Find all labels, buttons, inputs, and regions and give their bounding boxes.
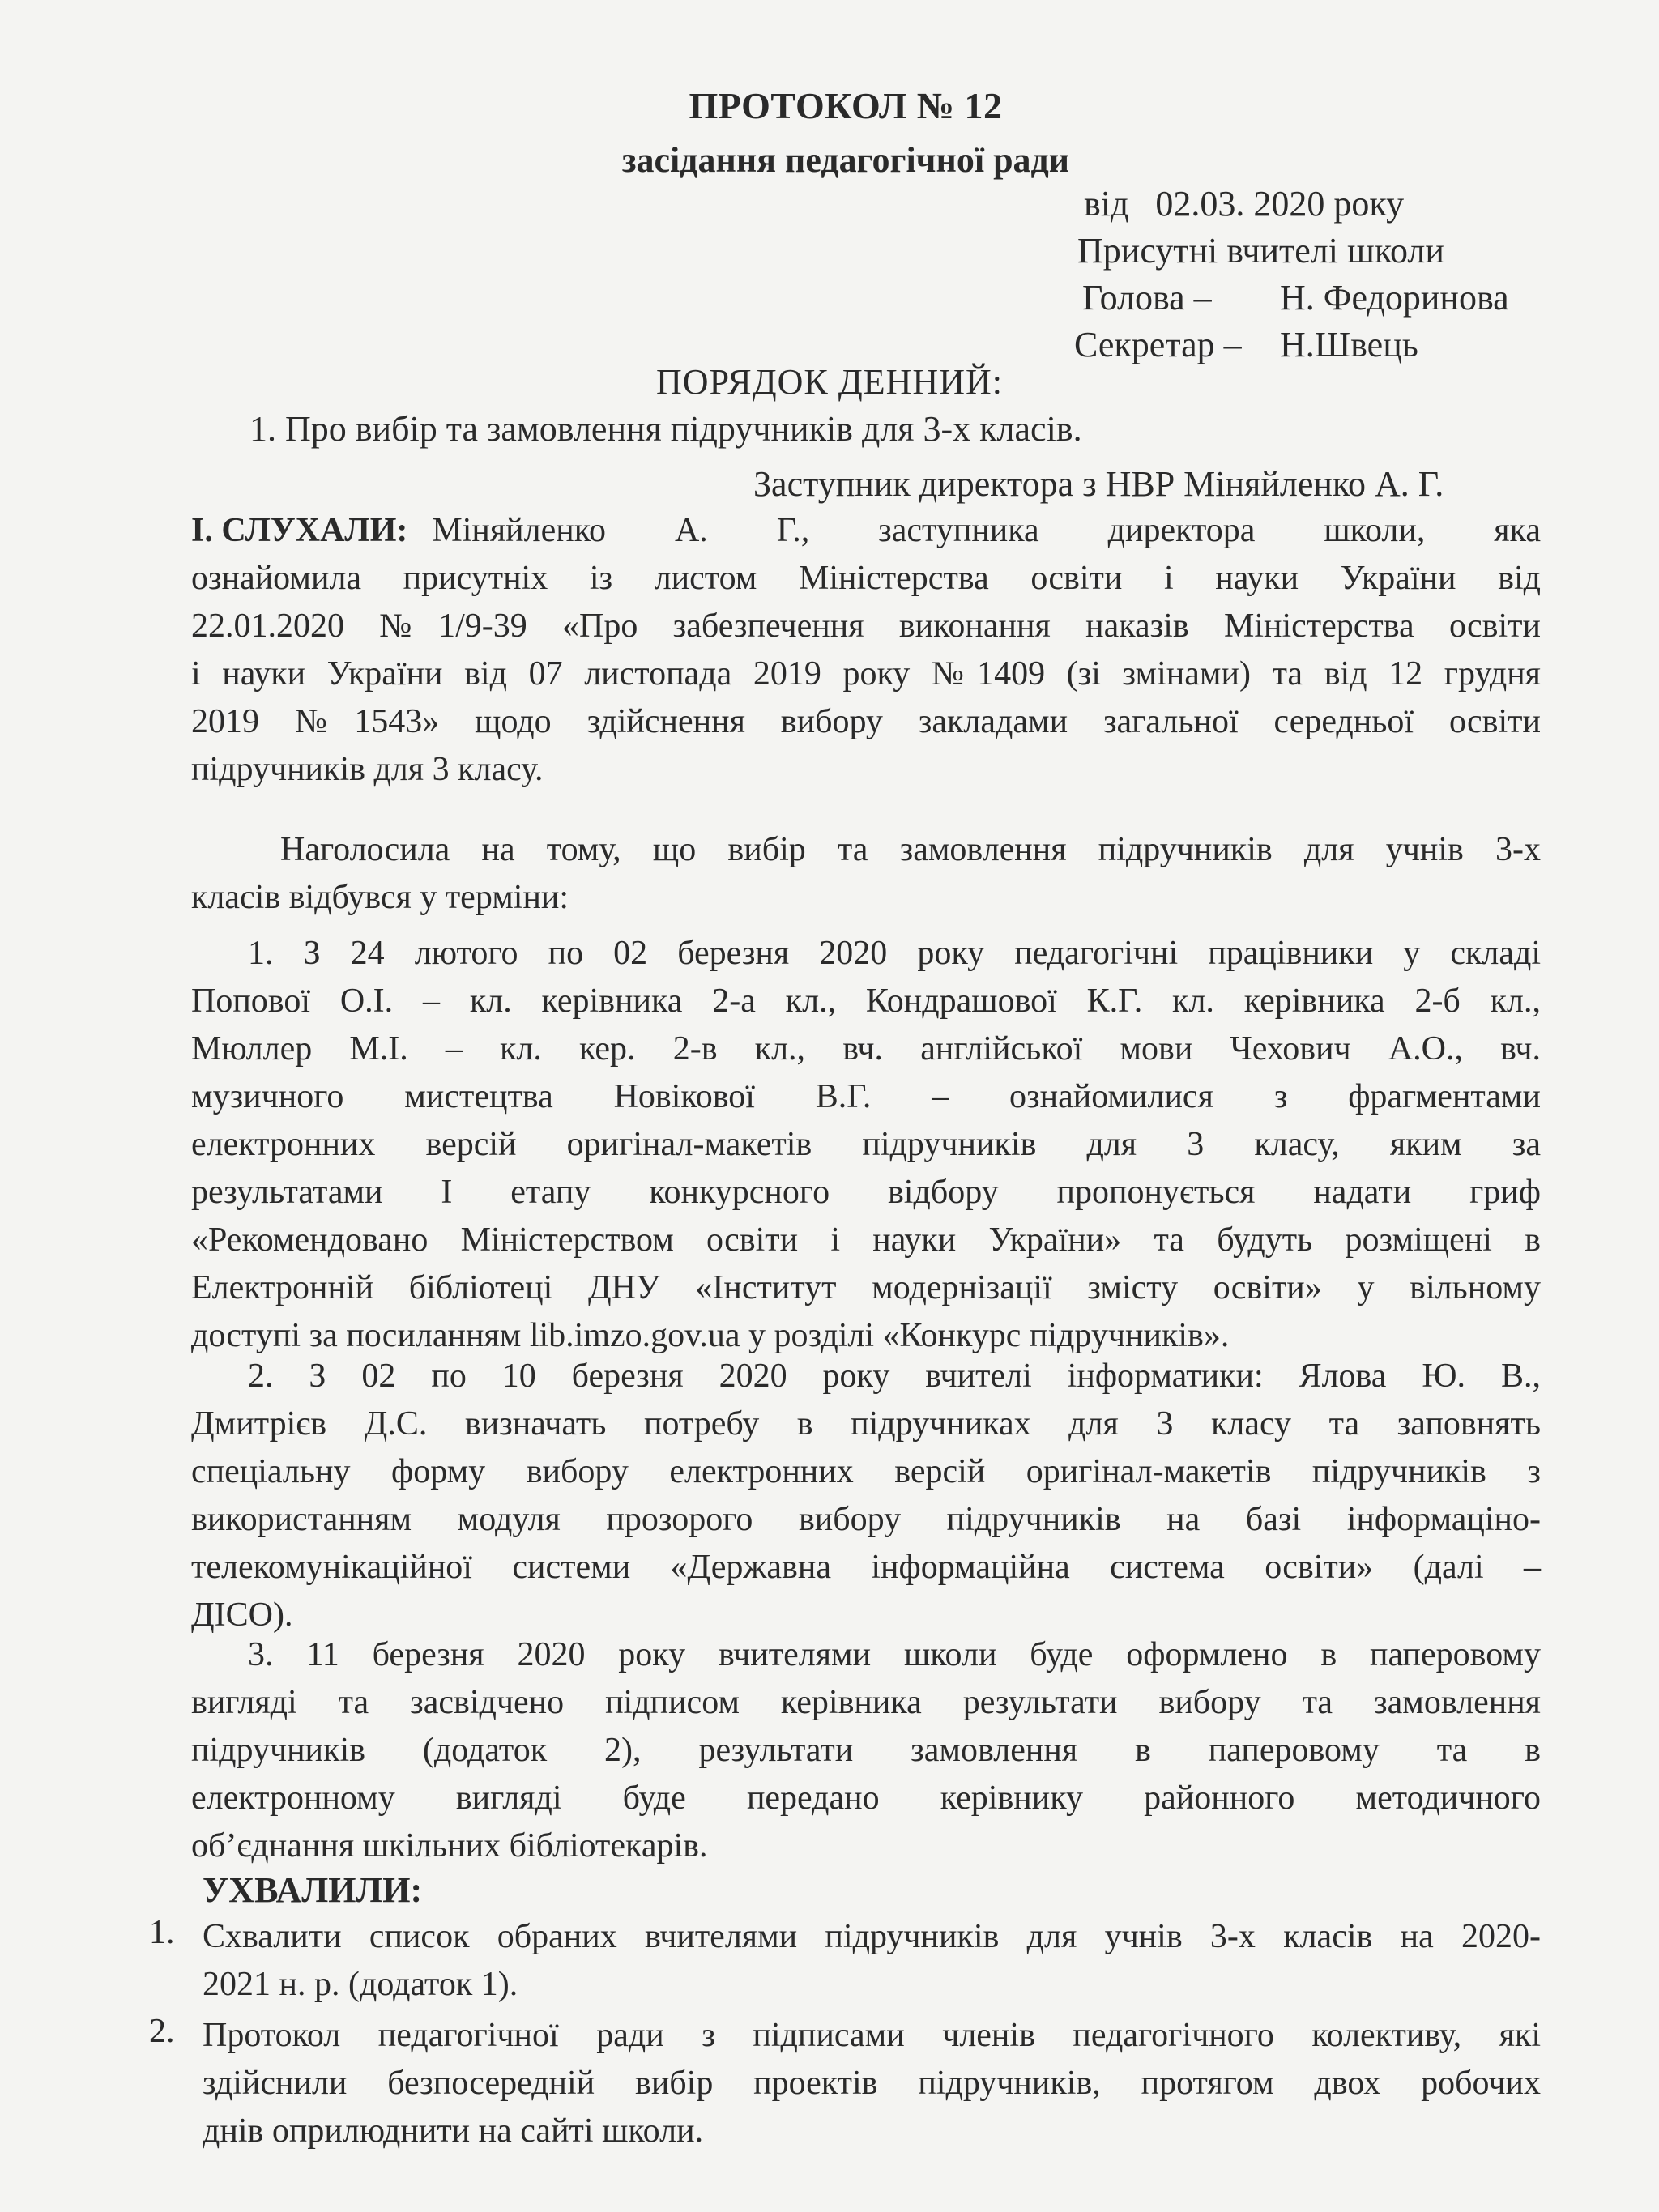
emphasis-paragraph xyxy=(191,826,1541,922)
decided-item-1 xyxy=(203,1913,1541,2009)
point2-line-1: Дмитрієв Д.С. визначать потребу в підручниках для 3 класу та заповнять xyxy=(191,1405,1541,1443)
decided-item2-line-0: Протокол педагогічної ради з підписами членів педагогічного колективу, які xyxy=(203,2017,1541,2054)
point-3-paragraph xyxy=(191,1631,1541,1870)
point3-line-1: вигляді та засвідчено підписом керівника результати вибору та замовлення xyxy=(191,1684,1541,1721)
agenda-speaker: Заступник директора з НВР Міняйленко А. Г. xyxy=(753,464,1444,504)
heard-line-0: Міняйленко А. Г., заступника директора школи, яка xyxy=(432,512,1541,549)
point3-line-0: 3. 11 березня 2020 року вчителями школи буде оформлено в паперовому xyxy=(248,1636,1541,1673)
point1-line-1: Попової О.І. – кл. керівника 2-а кл., Кондрашової К.Г. кл. керівника 2-б кл., xyxy=(191,982,1541,1020)
decided-item2-line-2: днів оприлюднити на сайті школи. xyxy=(203,2112,704,2150)
point1-line-6: «Рекомендовано Міністерством освіти і науки України» та будуть розміщені в xyxy=(191,1221,1541,1259)
heard-line-2: 22.01.2020 №1/9-39 «Про забезпечення виконання наказів Міністерства освіти xyxy=(191,607,1541,645)
point-1-paragraph xyxy=(191,930,1541,1360)
heard-line-1: ознайомила присутніх із листом Міністерства освіти і науки України від xyxy=(191,560,1541,597)
decided-item-2-number: 2. xyxy=(149,2013,175,2050)
heard-label: І. СЛУХАЛИ: xyxy=(191,512,408,549)
point2-line-4: телекомунікаційної системи «Державна інформаційна система освіти» (далі – xyxy=(191,1549,1541,1586)
emphasis-line-0: Наголосила на тому, що вибір та замовлення підручників для учнів 3-х xyxy=(280,831,1541,868)
point3-line-2: підручників (додаток 2), результати замовлення в паперовому та в xyxy=(191,1732,1541,1769)
heard-line-3: і науки України від 07 листопада 2019 року №1409 (зі змінами) та від 12 грудня xyxy=(191,655,1541,693)
protocol-subtitle: засідання педагогічної ради xyxy=(621,140,1070,180)
point1-line-8: доступі за посиланням lib.imzo.gov.ua у розділі «Конкурс підручників». xyxy=(191,1317,1230,1354)
decided-item1-line-1: 2021 н. р. (додаток 1). xyxy=(203,1966,518,2003)
chair-label: Голова – xyxy=(1082,278,1212,318)
decided-item2-line-1: здійснили безпосередній вибір проектів підручників, протягом двох робочих xyxy=(203,2065,1541,2102)
decided-item-2 xyxy=(203,2012,1541,2155)
heard-first-line xyxy=(191,507,1541,555)
decided-item1-line-0: Схвалити список обраних вчителями підручників для учнів 3-х класів на 2020- xyxy=(203,1918,1541,1955)
chair-name: Н. Федоринова xyxy=(1280,278,1509,318)
point1-line-7: Електронній бібліотеці ДНУ «Інститут модернізації змісту освіти» у вільному xyxy=(191,1269,1541,1306)
point2-line-0: 2. З 02 по 10 березня 2020 року вчителі інформатики: Ялова Ю. В., xyxy=(248,1357,1541,1395)
point2-line-3: використанням модуля прозорого вибору підручників на базі інформаціно- xyxy=(191,1501,1541,1538)
emphasis-line-1: класів відбувся у терміни: xyxy=(191,879,569,916)
present-line: Присутні вчителі школи xyxy=(1077,231,1444,271)
secretary-name: Н.Швець xyxy=(1280,325,1418,364)
protocol-date: від 02.03. 2020 року xyxy=(1084,184,1405,224)
heard-section xyxy=(191,507,1541,794)
point2-line-5: ДІСО). xyxy=(191,1596,293,1634)
point1-line-2: Мюллер М.І. – кл. кер. 2-в кл., вч. англійської мови Чехович А.О., вч. xyxy=(191,1030,1541,1068)
point1-line-4: електронних версій оригінал-макетів підручників для 3 класу, яким за xyxy=(191,1126,1541,1163)
point-2-paragraph xyxy=(191,1353,1541,1639)
agenda-title: ПОРЯДОК ДЕННИЙ: xyxy=(656,362,1003,402)
secretary-label: Секретар – xyxy=(1074,325,1242,364)
point1-line-0: 1. З 24 лютого по 02 березня 2020 року педагогічні працівники у складі xyxy=(248,935,1541,972)
point3-line-4: об’єднання шкільних бібліотекарів. xyxy=(191,1827,708,1865)
heard-line-4: 2019 №1543» щодо здійснення вибору закладами загальної середньої освіти xyxy=(191,703,1541,740)
point1-line-5: результатами І етапу конкурсного відбору пропонується надати гриф xyxy=(191,1174,1541,1211)
point2-line-2: спеціальну форму вибору електронних версій оригінал-макетів підручників з xyxy=(191,1453,1541,1490)
decided-label: УХВАЛИЛИ: xyxy=(203,1870,423,1910)
point3-line-3: електронному вигляді буде передано керівнику районного методичного xyxy=(191,1779,1541,1817)
agenda-item-1: 1. Про вибір та замовлення підручників для 3-х класів. xyxy=(249,409,1082,449)
point1-line-3: музичного мистецтва Новікової В.Г. – ознайомилися з фрагментами xyxy=(191,1078,1541,1115)
protocol-title: ПРОТОКОЛ № 12 xyxy=(689,85,1003,126)
decided-item-1-number: 1. xyxy=(149,1914,175,1951)
heard-line-5: підручників для 3 класу. xyxy=(191,751,544,788)
